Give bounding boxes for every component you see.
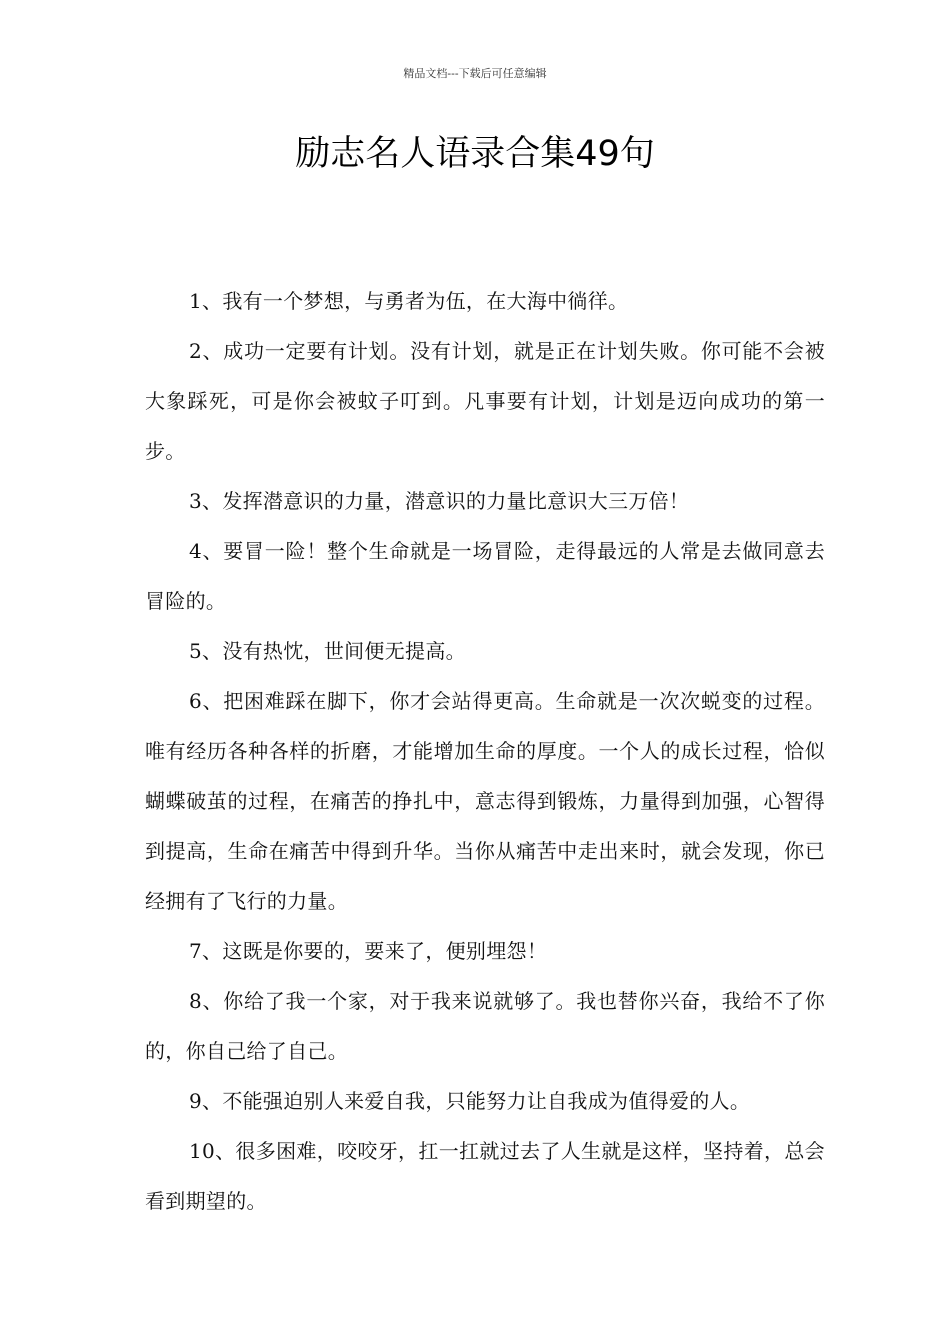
quote-paragraph-7: 7、这既是你要的，要来了，便别埋怨！ <box>189 939 548 963</box>
quote-paragraph-9: 9、不能强迫别人来爱自我，只能努力让自我成为值得爱的人。 <box>189 1089 751 1113</box>
quote-paragraph-10: 10、很多困难，咬咬牙，扛一扛就过去了人生就是这样，坚持着，总会看到期望的。 <box>145 1139 825 1213</box>
document-body <box>145 276 825 1226</box>
quote-paragraph-6: 6、把困难踩在脚下，你才会站得更高。生命就是一次次蜕变的过程。唯有经历各种各样的折磨，才能增加生命的厚度。一个人的成长过程，恰似蝴蝶破茧的过程，在痛苦的挣扎中，意志得到锻炼，力量得到加强，心智得到提高，生命在痛苦中得到升华。当你从痛苦中走出来时，就会发现，你已经拥有了飞行的力量。 <box>145 689 825 913</box>
quote-paragraph-5: 5、没有热忱，世间便无提高。 <box>189 639 466 663</box>
quote-paragraph-2: 2、成功一定要有计划。没有计划，就是正在计划失败。你可能不会被大象踩死，可是你会被蚊子叮到。凡事要有计划，计划是迈向成功的第一步。 <box>145 339 825 463</box>
quote-paragraph-3: 3、发挥潜意识的力量，潜意识的力量比意识大三万倍！ <box>189 489 690 513</box>
document-title: 励志名人语录合集49句 <box>295 134 655 174</box>
quote-paragraph-8: 8、你给了我一个家，对于我来说就够了。我也替你兴奋，我给不了你的，你自己给了自己。 <box>145 989 825 1063</box>
quote-paragraph-4: 4、要冒一险！整个生命就是一场冒险，走得最远的人常是去做同意去冒险的。 <box>145 539 825 613</box>
header-note: 精品文档---下载后可任意编辑 <box>403 67 547 80</box>
quote-paragraph-1: 1、我有一个梦想，与勇者为伍，在大海中徜徉。 <box>189 289 629 313</box>
